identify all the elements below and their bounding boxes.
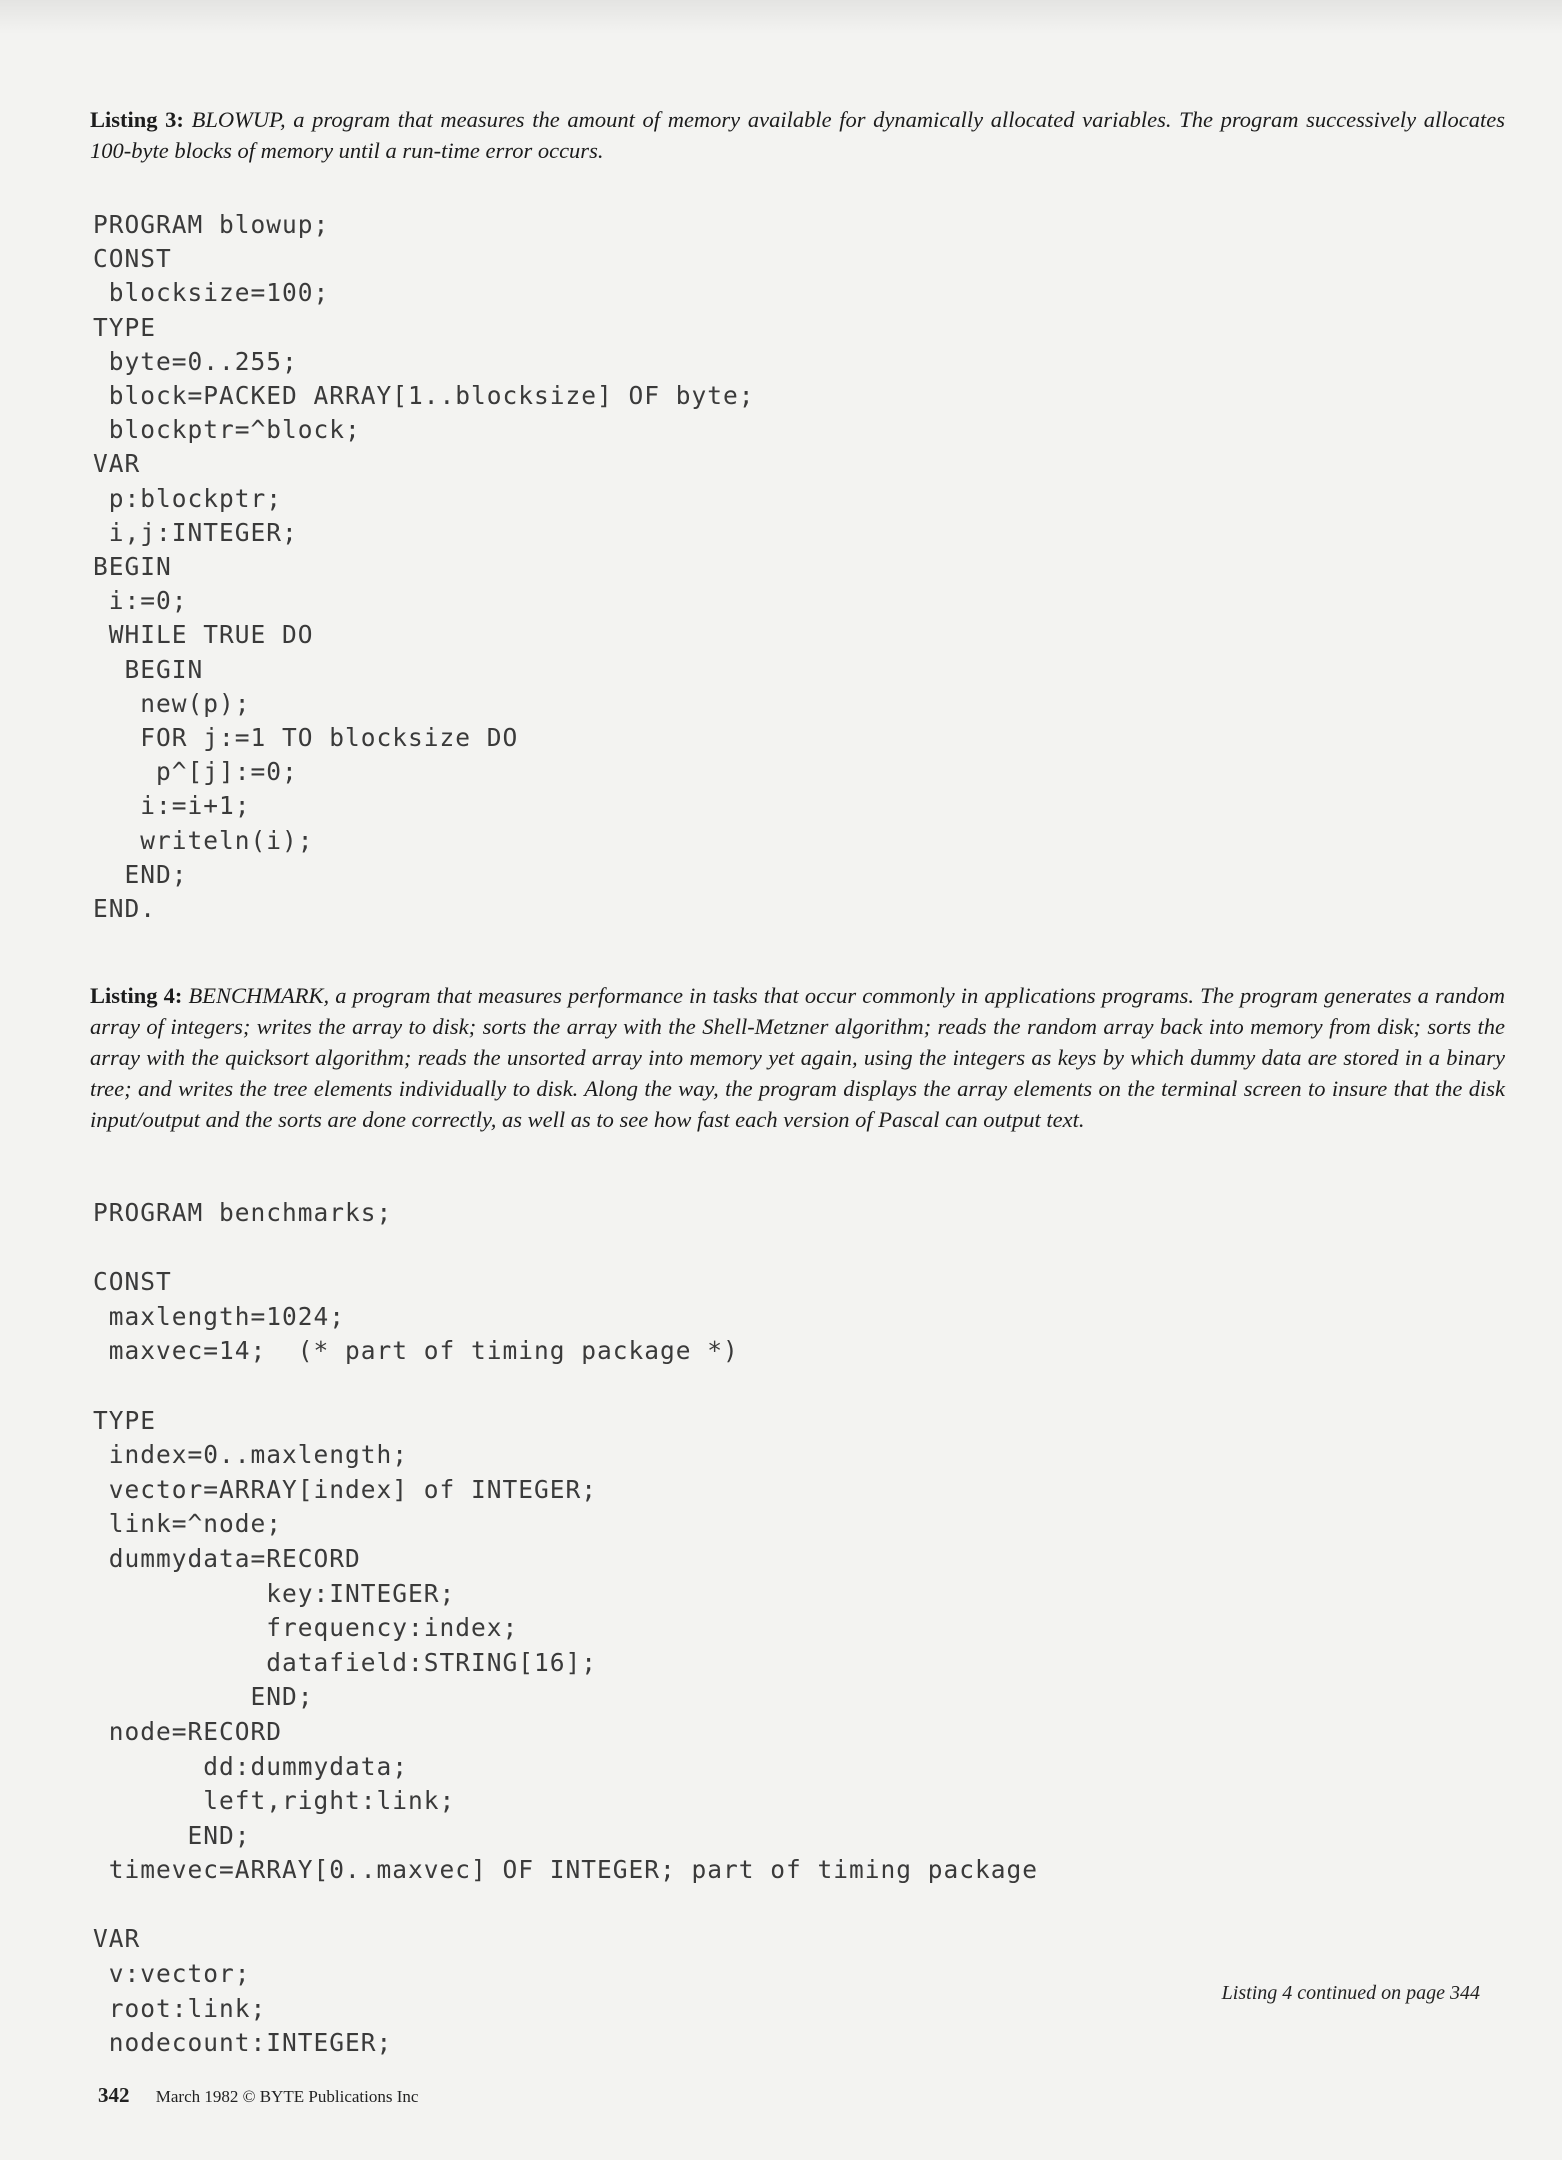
code-line: key:INTEGER; [93,1578,456,1608]
code-line: blockptr=^block; [93,415,361,445]
code-line: left,right:link; [93,1786,456,1816]
code-line: block=PACKED ARRAY[1..blocksize] OF byte; [93,381,755,411]
code-line: END; [93,859,188,889]
code-line: maxlength=1024; [93,1301,346,1331]
code-line: p:blockptr; [93,483,283,513]
code-line: dummydata=RECORD [93,1543,361,1573]
code-line: END; [93,1820,251,1850]
code-line: timevec=ARRAY[0..maxvec] OF INTEGER; part of timing package [93,1855,1039,1885]
code-line: index=0..maxlength; [93,1440,409,1470]
code-line: p^[j]:=0; [93,757,298,787]
code-line: i,j:INTEGER; [93,517,298,547]
page-number: 342 [98,2083,130,2107]
code-line [93,1888,1038,1923]
code-line: TYPE [93,1405,157,1435]
code-line: root:link; [93,1993,267,2023]
code-line: writeln(i); [93,825,314,855]
code-line: maxvec=14; (* part of timing package *) [93,1336,739,1366]
listing-3-caption-text: BLOWUP, a program that measures the amount of memory available for dynamically allocated variables. The program successively allocates 100-byte blocks of memory until a run-time error occurs. [90,107,1506,163]
code-line [93,1369,1038,1404]
code-line: WHILE TRUE DO [93,620,314,650]
continued-note: Listing 4 continued on page 344 [1221,1982,1480,2004]
code-line: BEGIN [93,552,172,582]
code-line: TYPE [93,312,157,342]
code-line: i:=0; [93,586,188,616]
code-line: vector=ARRAY[index] of INTEGER; [93,1474,598,1504]
code-line: blocksize=100; [93,278,330,308]
listing-4-code [93,1196,1038,2061]
code-line: FOR j:=1 TO blocksize DO [93,723,519,753]
code-line: CONST [93,1267,172,1297]
code-line: link=^node; [93,1509,283,1539]
code-line: nodecount:INTEGER; [93,2028,393,2058]
code-line: node=RECORD [93,1716,283,1746]
code-line: frequency:index; [93,1613,519,1643]
listing-4-caption [90,980,1505,1135]
footer-credit: March 1982 © BYTE Publications Inc [155,2087,419,2106]
code-line: PROGRAM blowup; [93,210,330,239]
code-line: VAR [93,1924,141,1954]
listing-4-caption-text: BENCHMARK, a program that measures performance in tasks that occur commonly in applications programs. The program generates a random array of integers; writes the array to disk; sorts the array with the Shell-Metzner algorithm; reads the random array back into memory from disk; sorts the array with the quicksort algorithm; reads the unsorted array into memory yet again, using the integers as keys by which dummy data are stored in a binary tree; and writes the tree elements individually to disk. Along the way, the program displays the array elements on the terminal screen to insure that the disk input/output and the sorts are done correctly, as well as to see how fast each version of Pascal can output text. [90,983,1505,1132]
page-footer [98,2083,418,2108]
code-line: datafield:STRING[16]; [93,1647,598,1677]
listing-3-label: Listing 3: [90,107,184,132]
code-line: BEGIN [93,654,204,684]
code-line: i:=i+1; [93,791,251,821]
code-line: CONST [93,244,172,274]
listing-3-caption [90,104,1505,166]
listing-4-label: Listing 4: [90,983,183,1008]
code-line: new(p); [93,688,251,718]
code-line: END; [93,1682,314,1712]
code-line: byte=0..255; [93,346,298,376]
listing-3-code [93,208,755,926]
code-line: VAR [93,449,141,479]
code-line: dd:dummydata; [93,1751,409,1781]
code-line: v:vector; [93,1959,251,1989]
scan-shadow [0,0,1562,34]
code-line: END. [93,894,157,924]
code-line: PROGRAM benchmarks; [93,1198,393,1227]
code-line [93,1231,1038,1266]
